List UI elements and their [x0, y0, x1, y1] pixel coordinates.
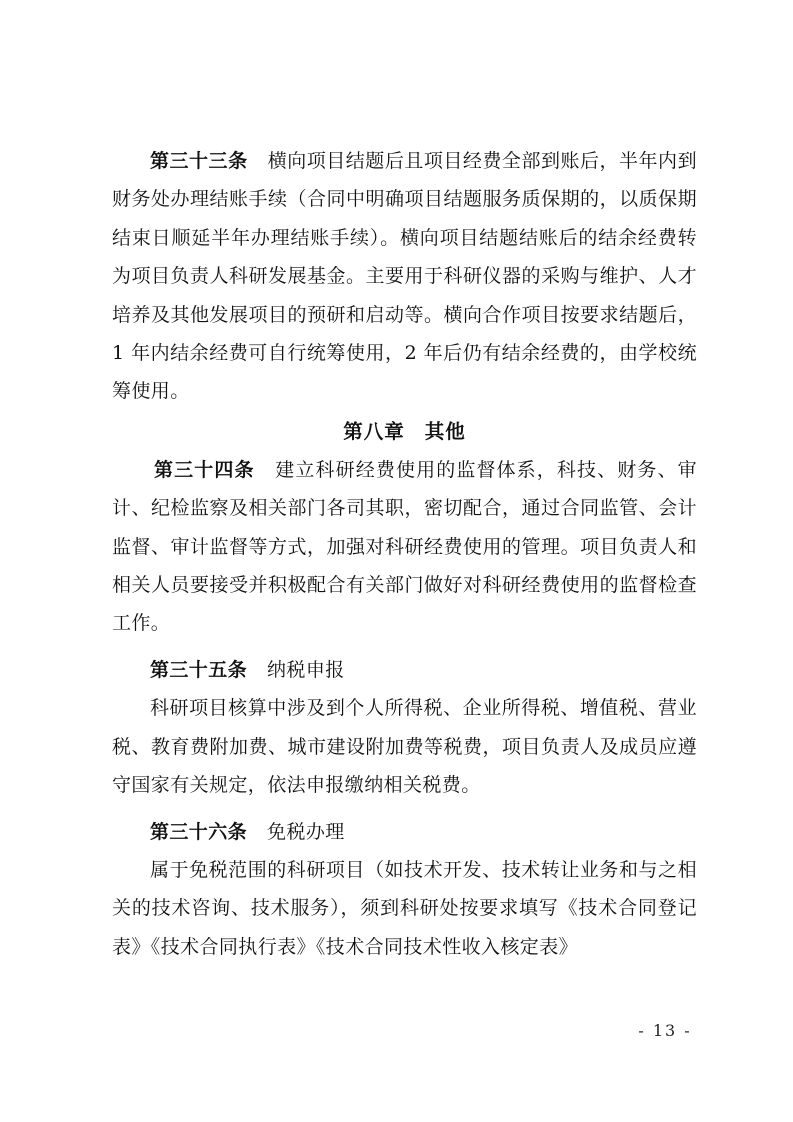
page-number: - 13 -	[638, 1021, 692, 1040]
article-34	[112, 451, 697, 643]
article-34-head: 第三十四条	[154, 458, 255, 481]
article-35-title: 纳税申报	[267, 658, 345, 681]
article-34-body: 建立科研经费使用的监督体系，科技、财务、审计、纪检监察及相关部门各司其职，密切配合，通过合同监管、会计监督、审计监督等方式，加强对科研经费使用的管理。项目负责人和相关人员要接受并积极配合有关部门做好对科研经费使用的监督检查工作。	[112, 458, 697, 635]
article-35-body: 科研项目核算中涉及到个人所得税、企业所得税、增值税、营业税、教育费附加费、城市建设附加费等税费，项目负责人及成员应遵守国家有关规定，依法申报缴纳相关税费。	[112, 697, 697, 797]
article-35-heading	[112, 651, 697, 689]
article-33	[112, 142, 697, 411]
chapter-title: 其他	[424, 419, 466, 443]
chapter-heading	[112, 413, 697, 451]
chapter-number: 第八章	[343, 419, 405, 443]
article-33-head: 第三十三条	[150, 150, 248, 172]
page-content	[112, 142, 697, 966]
article-36-body: 属于免税范围的科研项目（如技术开发、技术转让业务和与之相关的技术咨询、技术服务），须到科研处按要求填写《技术合同登记表》《技术合同执行表》《技术合同技术性收入核定表》	[112, 858, 697, 958]
article-36-heading	[112, 813, 697, 851]
article-35-head: 第三十五条	[150, 658, 248, 681]
article-33-body: 横向项目结题后且项目经费全部到账后，半年内到财务处办理结账手续（合同中明确项目结题服务质保期的，以质保期结束日顺延半年办理结账手续）。横向项目结题结账后的结余经费转为项目负责人科研发展基金。主要用于科研仪器的采购与维护、人才培养及其他发展项目的预研和启动等。横向合作项目按要求结题后，1 年内结余经费可自行统筹使用，2 年后仍有结余经费的，由学校统筹使用。	[112, 150, 697, 403]
article-36-head: 第三十六条	[150, 820, 248, 843]
article-36-title: 免税办理	[267, 820, 345, 843]
